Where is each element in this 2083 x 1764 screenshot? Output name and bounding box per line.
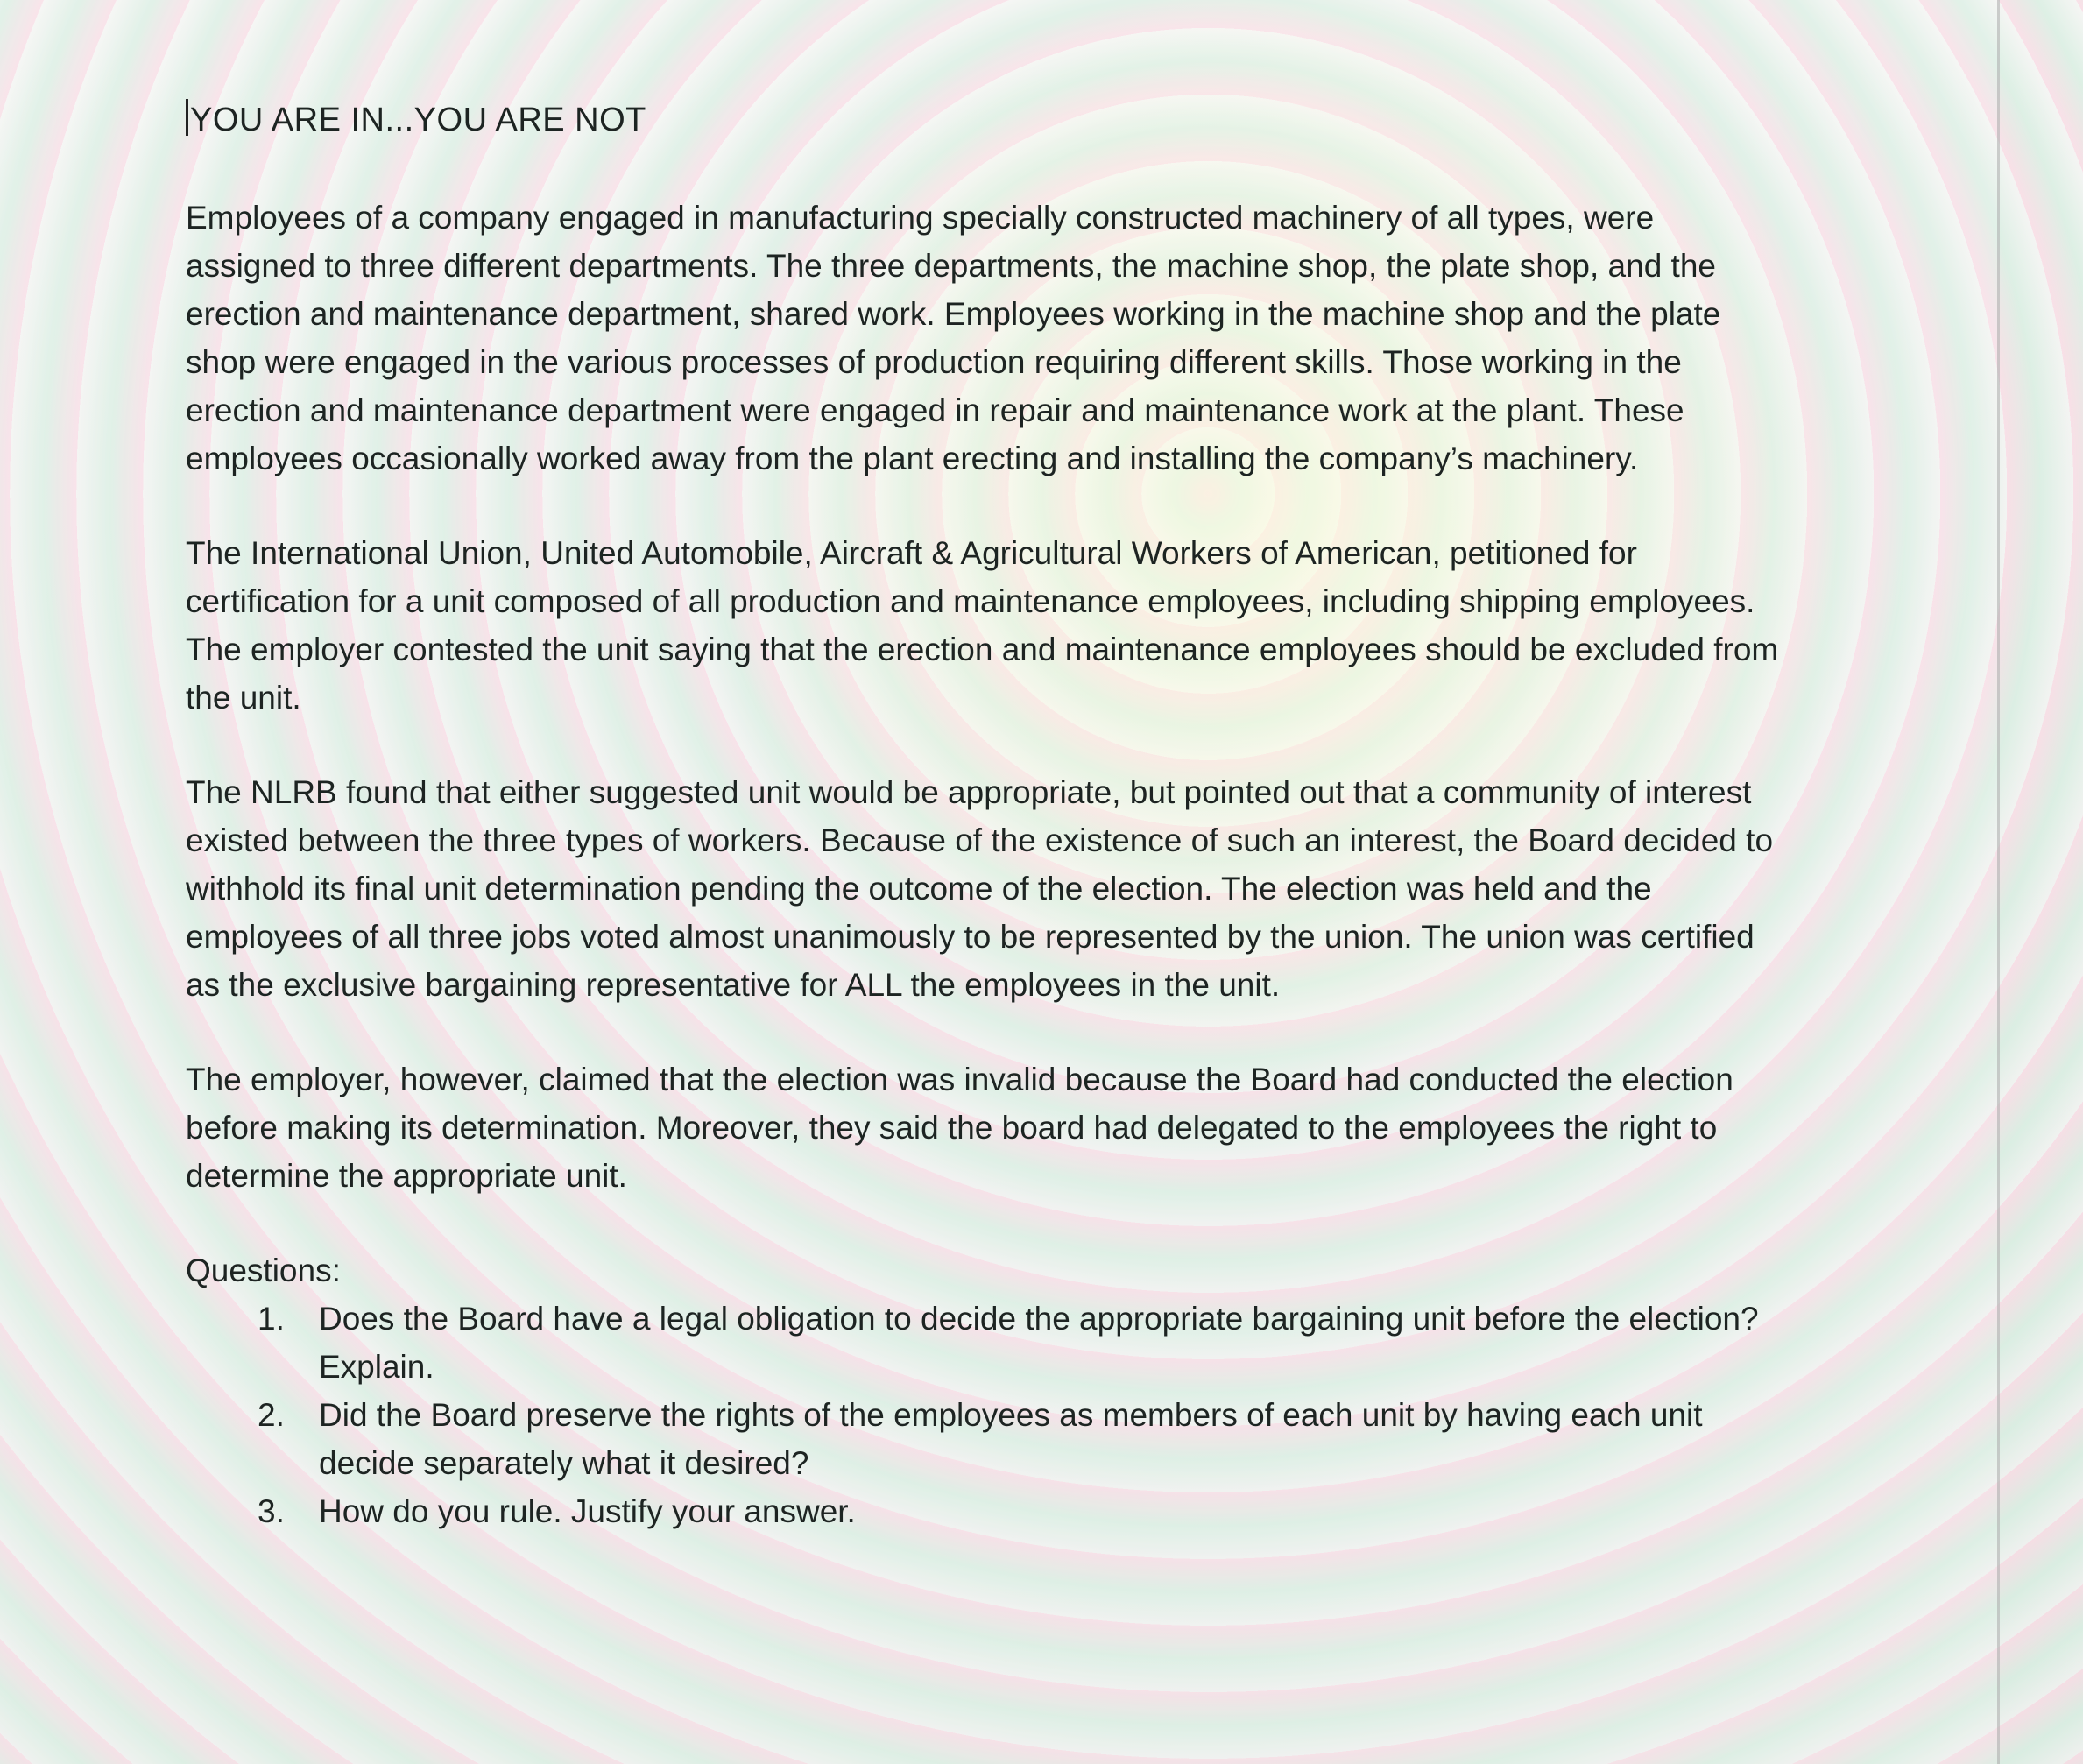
- question-text: Did the Board preserve the rights of the employees as members of each unit by having each unit decide separately what it desired?: [319, 1397, 1703, 1481]
- question-text: How do you rule. Justify your answer.: [319, 1493, 856, 1529]
- questions-heading: Questions:: [186, 1252, 341, 1288]
- document-title: [186, 96, 1832, 145]
- paragraph-departments: Employees of a company engaged in manufacturing specially constructed machinery of all types, were assigned to three different departments. The three departments, the machine shop, the plate shop, and the erection and maintenance department, shared work. Employees working in the machine shop and the plate shop were engaged in the various processes of production requiring different skills. Those working in the erection and maintenance department were engaged in repair and maintenance work at the plant. These employees occasionally worked away from the plant erecting and installing the company’s machinery.: [186, 200, 1721, 476]
- document-title-text: YOU ARE IN...YOU ARE NOT: [190, 102, 646, 138]
- questions-list: [186, 1295, 1832, 1535]
- paragraph-nlrb-finding: The NLRB found that either suggested unit would be appropriate, but pointed out that a community of interest existed between the three types of workers. Because of the existence of such an interest, the Board decided to withhold its final unit determination pending the outcome of the election. The election was held and the employees of all three jobs voted almost unanimously to be represented by the union. The union was certified as the exclusive bargaining representative for ALL the employees in the unit.: [186, 774, 1774, 1003]
- question-number: 1.: [258, 1301, 285, 1337]
- question-text: Does the Board have a legal obligation to decide the appropriate bargaining unit before the election? Explain.: [319, 1301, 1759, 1385]
- question-item: [258, 1295, 1782, 1391]
- paragraph-employer-claim: The employer, however, claimed that the election was invalid because the Board had conducted the election before making its determination. Moreover, they said the board had delegated to the employees the right to determine the appropriate unit.: [186, 1062, 1733, 1194]
- question-item: [258, 1487, 1782, 1535]
- document-body[interactable]: [186, 96, 1832, 1535]
- question-number: 2.: [258, 1397, 285, 1433]
- question-item: [258, 1391, 1782, 1487]
- paragraph-union-petition: The International Union, United Automobile, Aircraft & Agricultural Workers of American, petitioned for certification for a unit composed of all production and maintenance employees, including shipping employees. The employer contested the unit saying that the erection and maintenance employees should be excluded from the unit.: [186, 535, 1779, 716]
- question-number: 3.: [258, 1493, 285, 1529]
- text-cursor: [186, 99, 188, 136]
